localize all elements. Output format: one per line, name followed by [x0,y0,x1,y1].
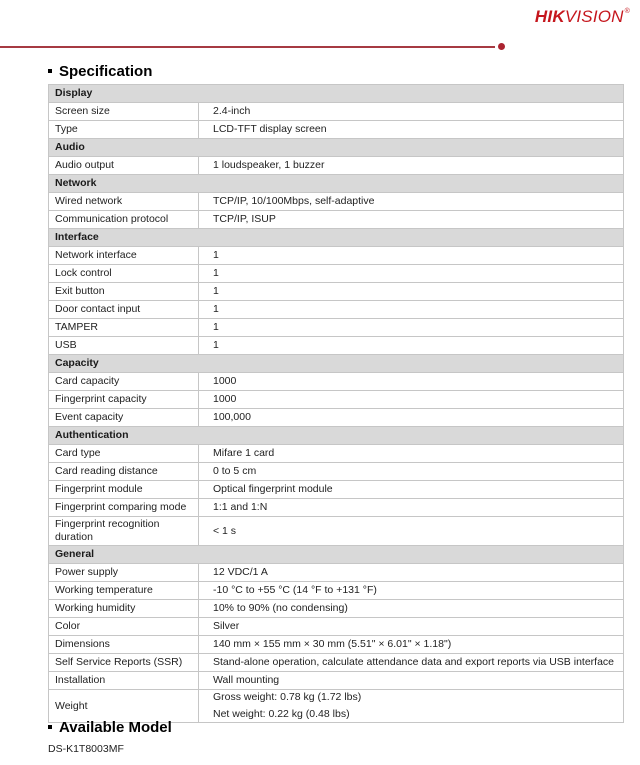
section-header-row [49,139,624,157]
hikvision-logo [535,7,630,27]
spec-value-line: -10 °C to +55 °C (14 °F to +131 °F) [213,584,377,596]
spec-value-line: 1 [213,267,219,279]
section-header-cell: Authentication [49,427,624,445]
spec-row [49,582,624,600]
header-rule-dot [498,43,505,50]
spec-value-line: 1 loudspeaker, 1 buzzer [213,159,325,171]
section-header-row [49,427,624,445]
logo-vision-text: VISION [564,7,624,26]
spec-row [49,121,624,139]
spec-row [49,193,624,211]
spec-label-cell: Color [49,618,199,636]
spec-value-line: 140 mm × 155 mm × 30 mm (5.51" × 6.01" × 1.18") [213,638,452,650]
spec-label-cell: Self Service Reports (SSR) [49,654,199,672]
spec-row [49,517,624,546]
spec-row [49,301,624,319]
spec-value-cell [199,247,624,265]
spec-value-cell [199,391,624,409]
spec-value-cell [199,690,624,723]
spec-label-cell: Exit button [49,283,199,301]
spec-row [49,463,624,481]
spec-label-cell: Type [49,121,199,139]
spec-row [49,103,624,121]
section-header-row [49,229,624,247]
section-header-row [49,355,624,373]
spec-row [49,265,624,283]
spec-row [49,690,624,723]
section-header-cell: Capacity [49,355,624,373]
spec-row [49,409,624,427]
spec-value-cell [199,337,624,355]
spec-label-cell: Fingerprint recognition duration [49,517,199,546]
spec-value-cell [199,283,624,301]
spec-value-line: Silver [213,620,240,632]
spec-row [49,654,624,672]
spec-label-cell: Wired network [49,193,199,211]
spec-value-line: 12 VDC/1 A [213,566,268,578]
spec-value-cell [199,600,624,618]
spec-label-cell: TAMPER [49,319,199,337]
square-bullet-icon [48,725,52,729]
spec-value-line: TCP/IP, ISUP [213,213,276,225]
spec-value-cell [199,319,624,337]
logo-hik-text: HIK [534,7,565,26]
spec-value-cell [199,157,624,175]
spec-value-cell [199,481,624,499]
spec-value-line: LCD-TFT display screen [213,123,327,135]
spec-value-cell [199,463,624,481]
spec-value-cell [199,193,624,211]
registered-trademark-icon: ® [624,8,630,15]
spec-value-line: 1 [213,285,219,297]
spec-row [49,373,624,391]
spec-value-line: 1:1 and 1:N [213,501,268,513]
spec-row [49,337,624,355]
spec-label-cell: Weight [49,690,199,723]
specification-heading-label: Specification [59,63,153,80]
spec-label-cell: Dimensions [49,636,199,654]
spec-row [49,283,624,301]
spec-value-cell [199,517,624,546]
specification-heading [48,63,152,80]
spec-label-cell: Door contact input [49,301,199,319]
spec-value-line: 1 [213,249,219,261]
spec-value-cell [199,499,624,517]
spec-row [49,247,624,265]
spec-label-cell: Card type [49,445,199,463]
available-model-heading-label: Available Model [59,719,172,736]
spec-value-line: Net weight: 0.22 kg (0.48 lbs) [213,708,350,720]
model-number: DS-K1T8003MF [48,743,124,755]
spec-row [49,211,624,229]
spec-value-line: Mifare 1 card [213,447,275,459]
section-header-cell: General [49,546,624,564]
spec-row [49,618,624,636]
spec-label-cell: Event capacity [49,409,199,427]
spec-value-cell [199,636,624,654]
spec-row [49,445,624,463]
spec-value-line: 0 to 5 cm [213,465,257,477]
spec-value-line: 1 [213,339,219,351]
spec-label-cell: Network interface [49,247,199,265]
available-model-heading [48,719,172,736]
spec-row [49,564,624,582]
spec-value-line: 100,000 [213,411,251,423]
spec-value-line: 1 [213,321,219,333]
spec-value-cell [199,121,624,139]
spec-label-cell: Working temperature [49,582,199,600]
section-header-cell: Display [49,85,624,103]
spec-label-cell: Screen size [49,103,199,121]
section-header-cell: Audio [49,139,624,157]
spec-label-cell: Communication protocol [49,211,199,229]
spec-value-cell [199,409,624,427]
spec-label-cell: Working humidity [49,600,199,618]
spec-value-cell [199,211,624,229]
spec-value-line: 2.4-inch [213,105,251,117]
spec-row [49,481,624,499]
spec-value-line: 1 [213,303,219,315]
spec-row [49,319,624,337]
spec-value-line: 10% to 90% (no condensing) [213,602,348,614]
spec-value-line: TCP/IP, 10/100Mbps, self-adaptive [213,195,375,207]
spec-value-line: Stand-alone operation, calculate attendance data and export reports via USB interface [213,656,615,668]
spec-label-cell: Power supply [49,564,199,582]
spec-value-cell [199,103,624,121]
spec-label-cell: Fingerprint capacity [49,391,199,409]
spec-row [49,157,624,175]
spec-value-cell [199,265,624,283]
spec-label-cell: Audio output [49,157,199,175]
spec-label-cell: Fingerprint comparing mode [49,499,199,517]
spec-label-cell: Card capacity [49,373,199,391]
spec-value-cell [199,373,624,391]
spec-value-cell [199,654,624,672]
spec-row [49,600,624,618]
section-header-row [49,175,624,193]
spec-row [49,391,624,409]
spec-label-cell: Card reading distance [49,463,199,481]
spec-label-cell: USB [49,337,199,355]
section-header-cell: Network [49,175,624,193]
spec-label-cell: Fingerprint module [49,481,199,499]
spec-value-line: Wall mounting [213,674,280,686]
spec-value-cell [199,301,624,319]
spec-value-cell [199,672,624,690]
spec-value-cell [199,564,624,582]
spec-label-cell: Lock control [49,265,199,283]
spec-value-cell [199,582,624,600]
spec-value-line: 1000 [213,393,237,405]
section-header-row [49,85,624,103]
spec-row [49,499,624,517]
spec-value-line: Optical fingerprint module [213,483,333,495]
section-header-row [49,546,624,564]
header-rule-line [0,46,495,48]
spec-value-line: Gross weight: 0.78 kg (1.72 lbs) [213,691,362,703]
spec-label-cell: Installation [49,672,199,690]
specification-table [48,84,624,723]
spec-value-line: 1000 [213,375,237,387]
square-bullet-icon [48,69,52,73]
spec-value-cell [199,618,624,636]
spec-row [49,636,624,654]
spec-value-cell [199,445,624,463]
spec-table-body [49,85,624,723]
section-header-cell: Interface [49,229,624,247]
spec-value-line: < 1 s [213,524,237,537]
spec-row [49,672,624,690]
